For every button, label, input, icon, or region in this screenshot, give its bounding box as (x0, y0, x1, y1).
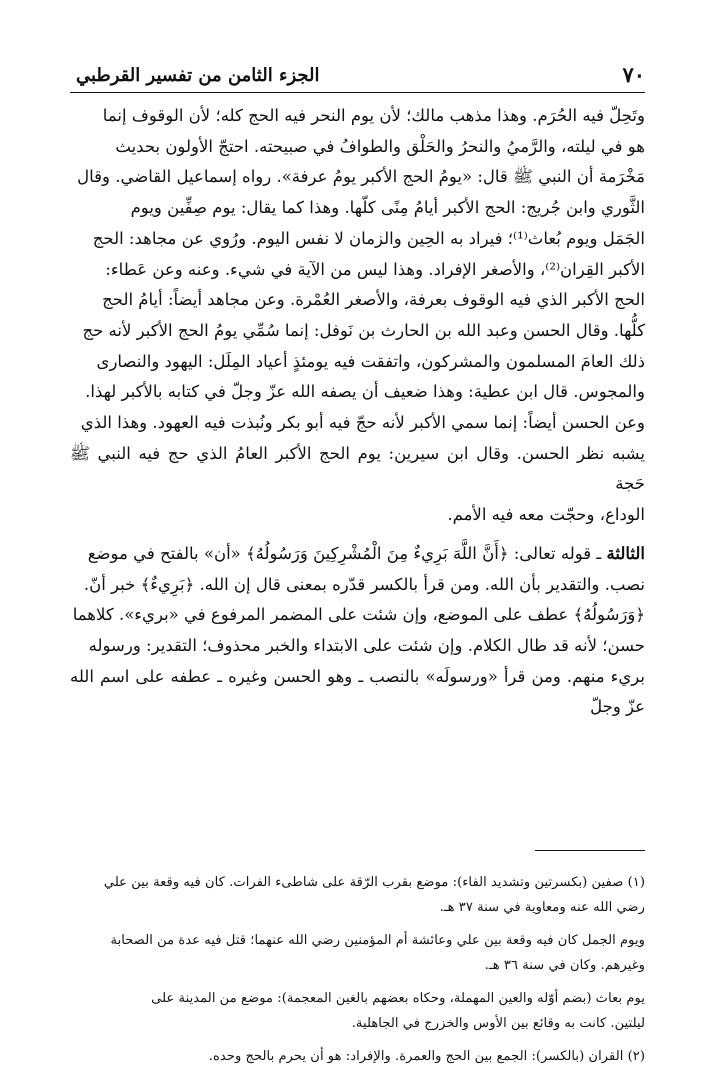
paragraph-1: وتَحِلّ فيه الحُرَم. وهذا مذهب مالك؛ لأن يوم النحر فيه الحج كله؛ لأن الوقوف إنما هو في ليلته، والرَّميُ والنحرُ والحَلْق والطوافُ في صبيحته. احتجّ الأولون بحديث مَخْرَمة أن النبي ﷺ قال: «يومُ الحج الأكبر يومُ عرفة». رواه إسماعيل القاضي. وقال الثَّوري وابن جُريج: الحج الأكبر أيامُ مِنًى كلّها. وهذا كما يقال: يوم صِفِّين ويوم الجَمَل ويوم بُعاث⁽¹⁾؛ فيراد به الحِين والزمان لا نفس اليوم. ورُوي عن مجاهد: الحج الأكبر القِران⁽²⁾، والأصغر الإفراد. وهذا ليس من الآية في شيء. وعنه وعن عَطاء: الحج الأكبر الذي فيه الوقوف بعرفة، والأصغر العُمْرة. وعن مجاهد أيضاً: أيامُ الحج كلُّها. وقال الحسن وعبد الله بن الحارث بن نَوفل: إنما سُمِّي يومُ الحج الأكبر لأنه حج ذلك العامَ المسلمون والمشركون، واتفقت فيه يومئذٍ أعياد المِلَل: اليهود والنصارى والمجوس. قال ابن عطية: وهذا ضعيف أن يصفه الله عزّ وجلّ في كتابه بالأكبر لهذا. وعن الحسن أيضاً: إنما سمي الأكبر لأنه حجّ فيه أبو بكر ونُبذت فيه العهود. وهذا الذي يشبه نظر الحسن. وقال ابن سيرين: يوم الحج الأكبر العامُ الذي حج فيه النبي ﷺ حَجة الوداع، وحجّت معه فيه الأمم. (70, 106, 645, 525)
section-label: الثالثة (606, 543, 645, 563)
running-title: الجزء الثامن من تفسير القرطبي (76, 65, 320, 86)
footnote-1-buath: يوم بعاث (بضم أوّله والعين المهملة، وحكاه بعضهم بالغين المعجمة): موضع من المدينة على ليلتين. كانت به وقائع بين الأوس والخزرج في الجاهلية. (151, 991, 645, 1031)
page-number: ٧٠ (622, 62, 645, 87)
footnote-1-siffin: (١) صفين (بكسرتين وتشديد الفاء): موضع بقرب الرّقة على شاطىء الفرات. كان فيه وقعة بين علي رضي الله عنه ومعاوية في سنة ٣٧ هـ. (103, 875, 645, 915)
paragraph-spacer (70, 531, 645, 539)
footnotes (70, 870, 645, 1077)
page-header (70, 52, 645, 93)
footnote-divider (535, 850, 645, 851)
book-page (70, 52, 645, 1064)
main-text (70, 101, 645, 723)
footnote-1-jamal: ويوم الجمل كان فيه وقعة بين علي وعائشة أم المؤمنين رضي الله عنهما؛ قتل فيه عدة من الصحابة وغيرهم. وكان في سنة ٣٦ هـ. (110, 933, 645, 973)
paragraph-2-container (70, 539, 645, 723)
footnote-2-qiran: (٢) القران (بالكسر): الجمع بين الحج والعمرة. والإفراد: هو أن يحرم بالحج وحده. (208, 1049, 645, 1064)
paragraph-2: ـ قوله تعالى: ﴿أَنَّ اللَّهَ بَرِيءٌ مِنَ الْمُشْرِكِينَ وَرَسُولُهُ﴾ «أن» بالفتح في موضع نصب. والتقدير بأن الله. ومن قرأ بالكسر قدّره بمعنى قال إن الله. ﴿بَرِيءٌ﴾ خبر أنّ. ﴿وَرَسُولُهُ﴾ عطف على الموضع، وإن شئت على المضمر المرفوع في «بريء». كلاهما حسن؛ لأنه قد طال الكلام. وإن شئت على الابتداء والخبر محذوف؛ التقدير: ورسوله بريء منهم. ومن قرأ «ورسولَه» بالنصب ـ وهو الحسن وغيره ـ عطفه على اسم الله عزّ وجلّ (70, 543, 645, 717)
